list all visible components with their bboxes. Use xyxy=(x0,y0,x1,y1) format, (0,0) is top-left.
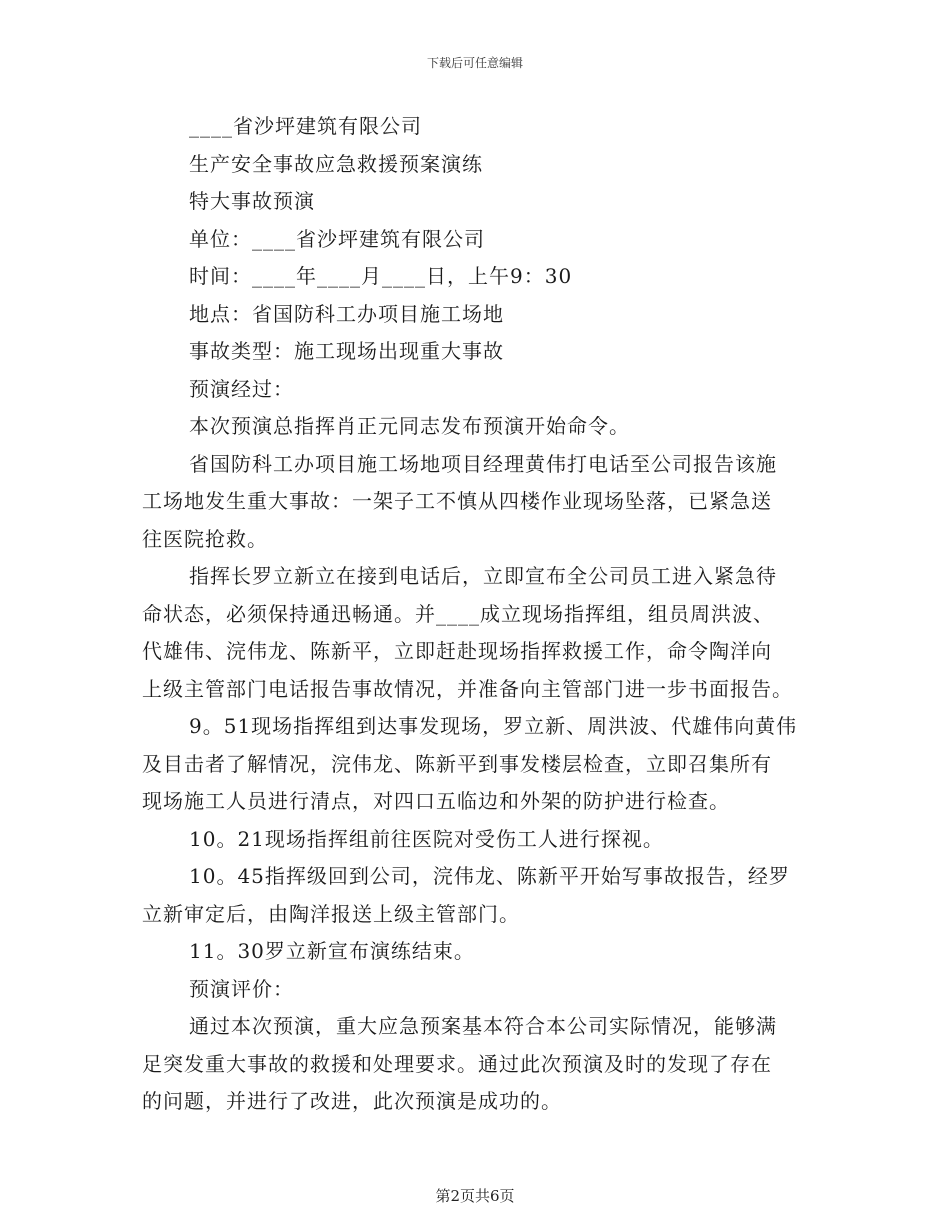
text-line: 预演评价： xyxy=(189,976,294,1001)
text-line: 足突发重大事故的救援和处理要求。通过此次预演及时的发现了存在 xyxy=(142,1051,772,1076)
text-line: 时间：____年____月____日，上午9：30 xyxy=(189,264,573,288)
text-line: 指挥长罗立新立在接到电话后，立即宣布全公司员工进入紧急待 xyxy=(189,564,777,588)
text-line: 省国防科工办项目施工场地项目经理黄伟打电话至公司报告该施 xyxy=(189,451,777,476)
text-line: 特大事故预演 xyxy=(189,189,315,213)
text-line: ____省沙坪建筑有限公司 xyxy=(189,114,422,138)
text-line: 预演经过： xyxy=(189,376,294,401)
text-line: 命状态，必须保持通迅畅通。并____成立现场指挥组，组员周洪波、 xyxy=(142,601,774,626)
document-body xyxy=(142,108,814,1121)
text-line: 11。30罗立新宣布演练结束。 xyxy=(189,939,475,963)
text-line: 现场施工人员进行清点，对四口五临边和外架的防护进行检查。 xyxy=(142,789,730,813)
text-line: 代雄伟、浣伟龙、陈新平，立即赶赴现场指挥救援工作，命令陶洋向 xyxy=(142,639,772,663)
text-line: 立新审定后，由陶洋报送上级主管部门。 xyxy=(142,901,520,926)
text-line: 地点：省国防科工办项目施工场地 xyxy=(189,301,504,326)
text-line: 通过本次预演，重大应急预案基本符合本公司实际情况，能够满 xyxy=(189,1014,777,1038)
text-line: 上级主管部门电话报告事故情况，并准备向主管部门进一步书面报告。 xyxy=(142,676,793,701)
text-line: 工场地发生重大事故：一架子工不慎从四楼作业现场坠落，已紧急送 xyxy=(142,489,772,513)
text-line: 10。21现场指挥组前往医院对受伤工人进行探视。 xyxy=(189,826,664,851)
text-line: 本次预演总指挥肖正元同志发布预演开始命令。 xyxy=(189,414,630,438)
text-line: 生产安全事故应急救援预案演练 xyxy=(189,151,483,176)
text-line: 的问题，并进行了改进，此次预演是成功的。 xyxy=(142,1089,562,1113)
text-line: 往医院抢救。 xyxy=(142,526,268,551)
text-line: 9。51现场指挥组到达事发现场，罗立新、周洪波、代雄伟向黄伟 xyxy=(189,714,798,738)
text-line: 单位：____省沙坪建筑有限公司 xyxy=(189,226,485,251)
page-footer: 第2页共6页 xyxy=(435,1187,515,1205)
text-line: 事故类型：施工现场出现重大事故 xyxy=(189,339,504,363)
page-header: 下载后可任意编辑 xyxy=(426,56,523,70)
text-line: 及目击者了解情况，浣伟龙、陈新平到事发楼层检查，立即召集所有 xyxy=(142,751,772,776)
text-line: 10。45指挥级回到公司，浣伟龙、陈新平开始写事故报告，经罗 xyxy=(189,864,790,888)
